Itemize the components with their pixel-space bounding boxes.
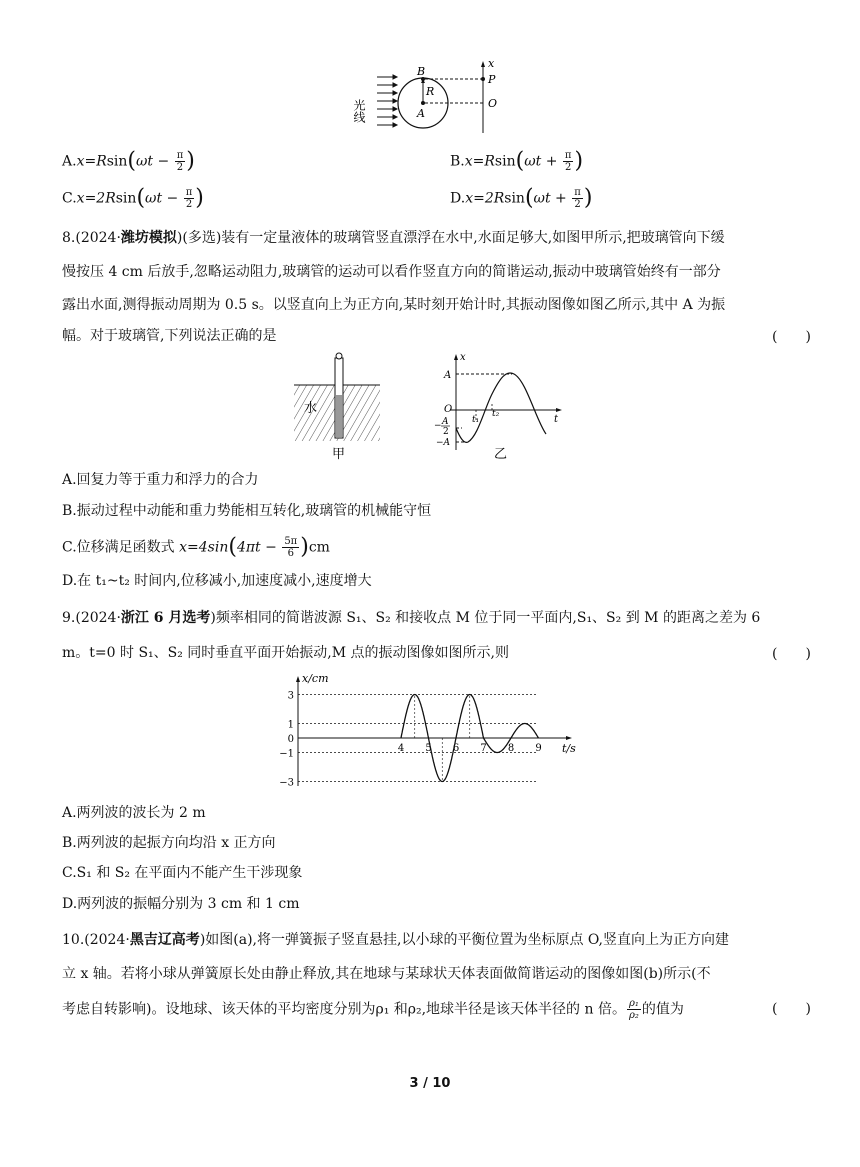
fig7-label-P: P	[488, 73, 496, 86]
q8-fig-halfA-num: A	[442, 417, 449, 427]
q8-number: 8.(2024·	[62, 230, 121, 246]
q9-stem-line-2: m。t=0 时 S₁、S₂ 同时垂直平面开始振动,M 点的振动图像如图所示,则	[62, 645, 509, 661]
q8-fig-x: x	[460, 352, 466, 363]
q8-fig-water: 水	[304, 401, 318, 416]
q9-y-axis-arrow	[296, 676, 300, 682]
q8-option-c-frac-num: 5π	[284, 536, 298, 547]
q9-line1: )频率相同的简谐波源 S₁、S₂ 和接收点 M 位于同一平面内,S₁、S₂ 到 M 的距离之差为 6	[210, 610, 761, 626]
q7-omega-t: ωt	[533, 190, 551, 207]
q9-x-axis-arrow	[566, 736, 572, 740]
q8-fig-jia: 甲	[332, 447, 346, 462]
q10-line1: )如图(a),将一弹簧振子竖直悬挂,以小球的平衡位置为坐标原点 O,竖直向上为正方向建	[199, 932, 730, 948]
q7-option-d-prefix: D.	[450, 190, 466, 207]
q7-figure	[352, 55, 515, 135]
q7-omega-t: ωt	[136, 153, 154, 170]
fig7-label-R: R	[426, 85, 435, 98]
q8-option-c-expr: x=4sin	[179, 539, 229, 556]
q9-y-tick-label: 1	[287, 719, 294, 731]
q9-chart-ylabel: x/cm	[302, 672, 329, 685]
q7-option-d-fn: sin	[504, 190, 525, 207]
q7-option-a-prefix: A.	[62, 153, 77, 170]
q7-option-d[interactable]: D.x=2Rsin(ωt + $\frac{\pi}{2}$ )	[450, 185, 593, 211]
q10-source: 黑吉辽高考	[129, 932, 200, 948]
q8-option-c[interactable]: C.位移满足函数式 x=4sin(4πt − $\frac{5\pi}{6}$ )cm	[62, 534, 330, 560]
q7-omega-t: ωt	[145, 190, 163, 207]
q9-x-tick-label: 9	[535, 743, 542, 754]
q8-option-b[interactable]: B.振动过程中动能和重力势能相互转化,玻璃管的机械能守恒	[62, 503, 432, 519]
q10-number: 10.(2024·	[62, 932, 130, 948]
q9-x-tick-label: 5	[425, 743, 432, 754]
q7-pi: π	[176, 150, 184, 161]
q8-figure-jia	[292, 350, 382, 462]
q8-stem-line-4: 幅。对于玻璃管,下列说法正确的是	[62, 328, 277, 344]
q8-figure-yi	[430, 350, 570, 462]
q8-option-c-inner: 4πt −	[236, 539, 282, 556]
q7-option-a-var: x=R	[76, 153, 107, 170]
q9-y-tick-label: 3	[287, 690, 294, 702]
fig7-label-A: A	[417, 107, 425, 120]
q7-option-d-var: x=2R	[465, 190, 505, 207]
q9-vibration-chart	[270, 672, 600, 792]
q10-line3: 考虑自转影响)。设地球、该天体的平均密度分别为ρ₁ 和ρ₂,地球半径是该天体半径的 n 倍。	[62, 1001, 626, 1018]
q10-answer-blank[interactable]: ( )	[772, 1001, 811, 1017]
q9-option-d[interactable]: D.两列波的振幅分别为 3 cm 和 1 cm	[62, 896, 300, 912]
q9-y-tick-label: −1	[279, 748, 294, 760]
fig7-label-B: B	[417, 65, 426, 78]
q8-fig-A: A	[444, 370, 452, 381]
q7-option-b-prefix: B.	[450, 153, 465, 170]
q8-fig-t1: t₁	[472, 415, 480, 425]
q8-fig-O: O	[444, 404, 453, 415]
q8-source: 潍坊模拟	[120, 230, 177, 246]
q10-stem-line-1	[62, 930, 729, 950]
q7-option-a-fn: sin	[106, 153, 128, 170]
q7-two: 2	[185, 199, 193, 210]
q8-option-c-prefix: C.位移满足函数式	[62, 539, 180, 556]
q10-stem-line-3	[62, 998, 684, 1021]
q7-option-b-var: x=R	[464, 153, 495, 170]
fig7-label-light: 光线	[352, 99, 366, 123]
q10-line3-tail: 的值为	[641, 1001, 684, 1018]
q8-answer-blank[interactable]: ( )	[772, 329, 811, 345]
q7-plus: +	[555, 190, 567, 207]
q7-option-c[interactable]: C.x=2Rsin(ωt − $\frac{\pi}{2}$ )	[62, 185, 204, 211]
q10-frac-num: ρ₁	[628, 998, 639, 1009]
q7-option-c-fn: sin	[115, 190, 137, 207]
q8-fig-minus: −	[434, 421, 442, 431]
q7-minus: −	[157, 153, 170, 170]
q9-chart-xlabel: t/s	[562, 742, 576, 755]
q9-y-tick-label: 0	[287, 734, 294, 745]
q9-option-c[interactable]: C.S₁ 和 S₂ 在平面内不能产生干涉现象	[62, 865, 303, 881]
q8-stem-line-3: 露出水面,测得振动周期为 0.5 s。以竖直向上为正方向,某时刻开始计时,其振动图像如图乙所示,其中 A 为振	[62, 297, 726, 313]
fig7-label-x: x	[488, 57, 495, 70]
q7-option-a[interactable]: A.x=Rsin(ωt − $\frac{\pi}{2}$ )	[62, 148, 195, 174]
q8-fig-t2: t₂	[492, 409, 500, 419]
q9-x-tick-label: 8	[507, 743, 515, 754]
q9-option-a[interactable]: A.两列波的波长为 2 m	[62, 805, 206, 821]
q9-x-tick-label: 4	[397, 743, 405, 754]
q8-option-c-frac-den: 6	[287, 548, 294, 559]
q9-x-tick-label: 6	[452, 743, 460, 754]
q7-option-c-prefix: C.	[62, 190, 77, 207]
q10-frac-den: ρ₂	[628, 1010, 639, 1021]
q7-two: 2	[574, 199, 581, 210]
q9-number: 9.(2024·	[62, 610, 121, 626]
q7-option-c-var: x=2R	[76, 190, 116, 207]
q7-omega-t: ωt	[524, 153, 542, 170]
q7-pi: π	[574, 187, 581, 198]
q8-fig-minusA: −A	[436, 438, 451, 448]
q7-option-b-fn: sin	[494, 153, 516, 170]
q7-pi: π	[185, 187, 193, 198]
q8-line1: 装有一定量液体的玻璃管竖直漂浮在水中,水面足够大,如图甲所示,把玻璃管向下缓	[221, 230, 725, 246]
q9-y-tick-label: −3	[279, 777, 294, 789]
q9-stem-line-1	[62, 608, 760, 628]
q8-stem-line-1	[62, 228, 725, 248]
q8-fig-t: t	[554, 414, 559, 425]
q7-option-b[interactable]: B.x=Rsin(ωt + $\frac{\pi}{2}$ )	[450, 148, 584, 174]
q9-source: 浙江 6 月选考	[120, 610, 211, 626]
q9-answer-blank[interactable]: ( )	[772, 646, 811, 662]
q8-option-a[interactable]: A.回复力等于重力和浮力的合力	[62, 472, 259, 488]
q7-plus: +	[545, 153, 558, 170]
q8-fig-yi: 乙	[494, 447, 508, 462]
q7-two: 2	[176, 162, 184, 173]
q7-pi: π	[564, 150, 572, 161]
q8-tag: )(多选)	[176, 230, 222, 246]
q8-stem-line-2: 慢按压 4 cm 后放手,忽略运动阻力,玻璃管的运动可以看作竖直方向的简谐运动,振动中玻璃管始终有一部分	[62, 264, 721, 280]
q8-option-c-unit: cm	[308, 539, 330, 556]
q9-x-tick-label: 7	[480, 743, 487, 754]
q7-minus: −	[166, 190, 179, 207]
q9-option-b[interactable]: B.两列波的起振方向均沿 x 正方向	[62, 835, 276, 851]
q8-option-d[interactable]: D.在 t₁~t₂ 时间内,位移减小,加速度减小,速度增大	[62, 573, 372, 589]
fig7-label-O: O	[488, 97, 498, 110]
q8-fig-halfA-den: 2	[443, 427, 449, 437]
q10-stem-line-2: 立 x 轴。若将小球从弹簧原长处由静止释放,其在地球与某球状天体表面做简谐运动的图像如图(b)所示(不	[62, 966, 711, 982]
page-number: 3 / 10	[409, 1076, 451, 1091]
q7-two: 2	[564, 162, 572, 173]
